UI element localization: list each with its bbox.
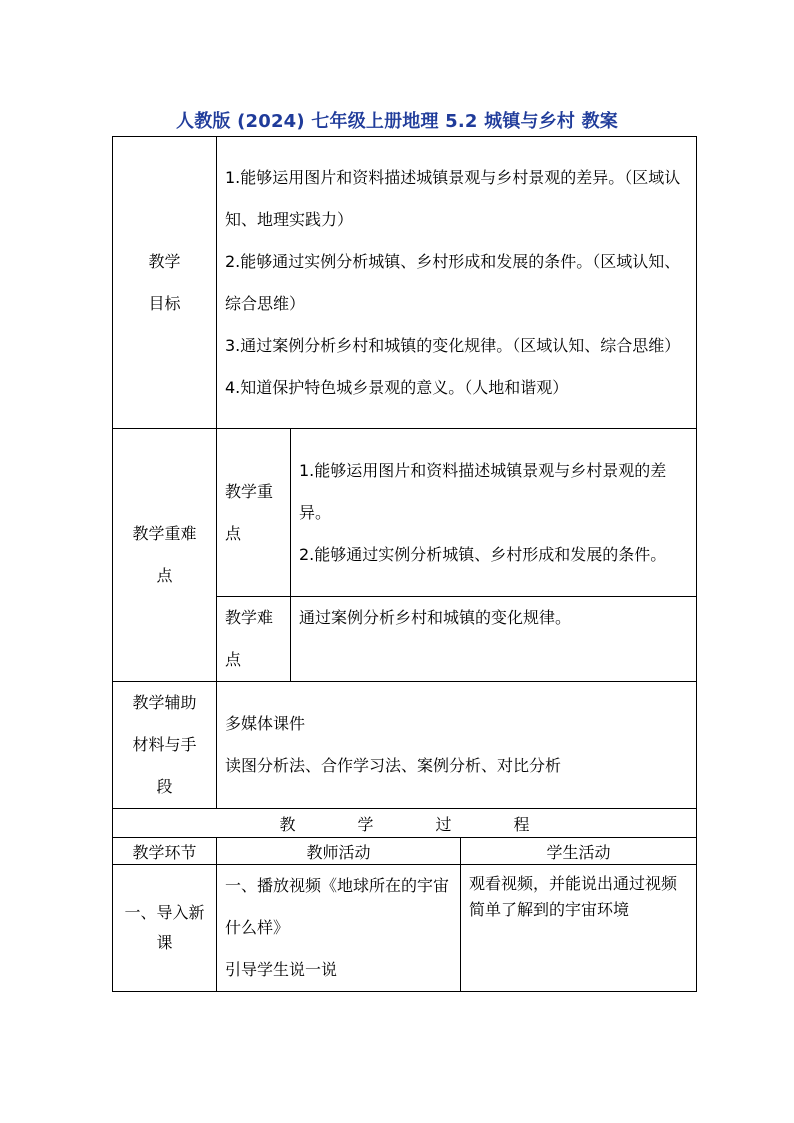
key-points-label-line1: 教学重难 — [132, 524, 197, 543]
document-title: 人教版 (2024) 七年级上册地理 5.2 城镇与乡村 教案 — [176, 111, 618, 132]
stage-text: 一、导入新课 — [124, 903, 205, 952]
aids-line1: 多媒体课件 — [225, 714, 306, 733]
difficulty-text: 通过案例分析乡村和城镇的变化规律。 — [299, 608, 572, 627]
col-student-header: 学生活动 — [461, 838, 697, 865]
aids-label-line3: 段 — [156, 777, 173, 796]
objectives-label-line1: 教学 — [148, 251, 181, 271]
focus-row — [113, 429, 697, 597]
focus-label-line1: 教学重 — [225, 481, 274, 501]
student-activity-text: 观看视频，并能说出通过视频简单了解到的宇宙环境 — [469, 874, 678, 919]
aids-label-line2: 材料与手 — [132, 735, 197, 754]
focus-item: 2.能够通过实例分析城镇、乡村形成和发展的条件。 — [299, 544, 667, 564]
aids-row — [113, 682, 697, 809]
teacher-activity-line: 一、播放视频《地球所在的宇宙什么样》 — [225, 876, 450, 937]
objectives-row — [113, 137, 697, 429]
objectives-content — [217, 137, 697, 429]
key-points-label-line2: 点 — [156, 566, 173, 585]
process-title — [113, 809, 697, 838]
process-title-row — [113, 809, 697, 838]
process-header-row — [113, 838, 697, 865]
objective-item: 2.能够通过实例分析城镇、乡村形成和发展的条件。（区域认知、综合思维） — [225, 251, 681, 313]
process-title-char: 学 — [357, 814, 374, 834]
aids-content — [217, 682, 697, 809]
aids-label — [113, 682, 217, 809]
stage-cell — [113, 865, 217, 992]
objectives-label — [113, 137, 217, 429]
objective-item: 1.能够运用图片和资料描述城镇景观与乡村景观的差异。（区域认知、地理实践力） — [225, 167, 681, 229]
difficulty-label — [217, 597, 291, 682]
process-title-char: 程 — [513, 814, 530, 834]
objectives-label-line2: 目标 — [148, 293, 181, 313]
teacher-activity-line: 引导学生说一说 — [225, 960, 338, 979]
focus-label-line2: 点 — [225, 523, 242, 543]
aids-label-line1: 教学辅助 — [132, 693, 197, 712]
focus-item: 1.能够运用图片和资料描述城镇景观与乡村景观的差异。 — [299, 460, 667, 522]
col-stage-header: 教学环节 — [113, 838, 217, 865]
difficulty-label-line1: 教学难 — [225, 608, 274, 627]
student-activity-cell — [461, 865, 697, 992]
focus-label — [217, 429, 291, 597]
lesson-plan-table — [112, 136, 697, 992]
process-title-char: 教 — [279, 814, 296, 834]
process-row — [113, 865, 697, 992]
objective-item: 3.通过案例分析乡村和城镇的变化规律。（区域认知、综合思维） — [225, 335, 681, 355]
key-points-label — [113, 429, 217, 682]
difficulty-content — [291, 597, 697, 682]
process-title-char: 过 — [435, 814, 452, 834]
objective-item: 4.知道保护特色城乡景观的意义。（人地和谐观） — [225, 377, 569, 397]
focus-content — [291, 429, 697, 597]
teacher-activity-cell — [217, 865, 461, 992]
col-teacher-header: 教师活动 — [217, 838, 461, 865]
difficulty-label-line2: 点 — [225, 650, 242, 669]
aids-line2: 读图分析法、合作学习法、案例分析、对比分析 — [225, 756, 562, 775]
